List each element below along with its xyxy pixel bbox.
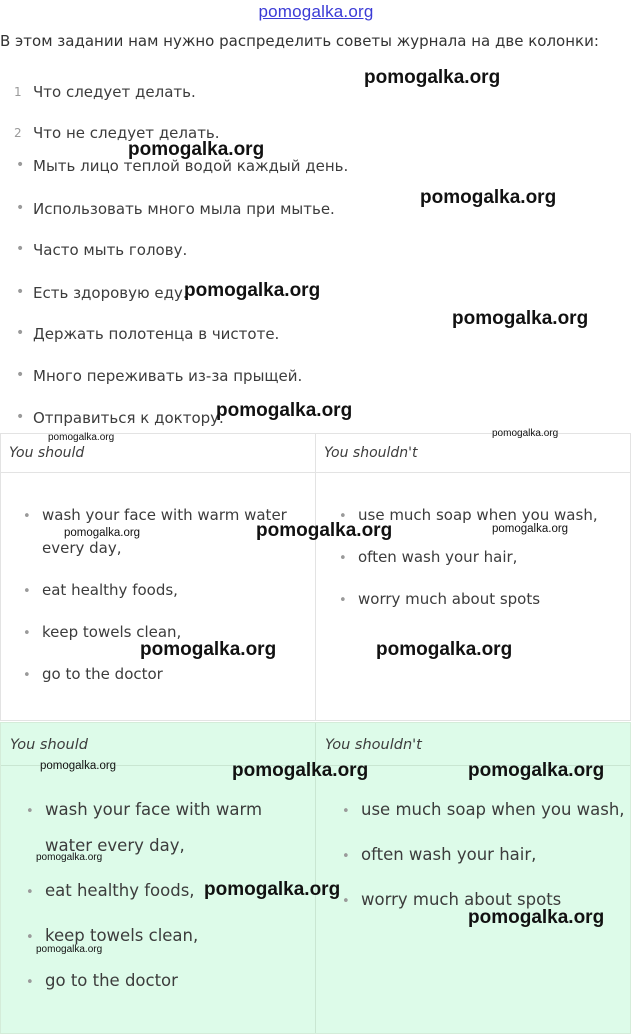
watermark: pomogalka.org bbox=[364, 67, 501, 88]
advice-table bbox=[0, 433, 631, 721]
table-cell-line: wash your face with warm water bbox=[42, 506, 287, 524]
watermark: pomogalka.org bbox=[468, 907, 605, 928]
list-item: Что не следует делать. bbox=[33, 124, 220, 142]
table-cell-line: every day, bbox=[42, 539, 122, 557]
watermark: pomogalka.org bbox=[64, 527, 141, 539]
list-item: Много переживать из-за прыщей. bbox=[33, 367, 303, 385]
list-item: Отправиться к доктору. bbox=[33, 409, 224, 427]
list-item: Держать полотенца в чистоте. bbox=[33, 325, 280, 343]
bullet-icon: • bbox=[26, 930, 34, 945]
table-cell-line: eat healthy foods, bbox=[42, 581, 178, 599]
watermark: pomogalka.org bbox=[36, 944, 103, 955]
table-cell-line: often wash your hair, bbox=[358, 548, 518, 566]
bullet-icon: • bbox=[16, 409, 25, 425]
list-item: Что следует делать. bbox=[33, 83, 196, 101]
watermark: pomogalka.org bbox=[376, 639, 513, 660]
bullet-icon: • bbox=[26, 804, 34, 819]
list-number: 2 bbox=[14, 126, 22, 140]
bullet-icon: • bbox=[26, 975, 34, 990]
list-number: 1 bbox=[14, 85, 22, 99]
bullet-icon: • bbox=[26, 885, 34, 900]
bullet-icon: • bbox=[342, 804, 350, 819]
intro-text: В этом задании нам нужно распределить советы журнала на две колонки: bbox=[0, 32, 599, 50]
watermark: pomogalka.org bbox=[492, 428, 559, 439]
table-cell-line: worry much about spots bbox=[358, 590, 541, 608]
list-item: Использовать много мыла при мытье. bbox=[33, 200, 335, 218]
watermark: pomogalka.org bbox=[468, 760, 605, 781]
bullet-icon: • bbox=[23, 584, 31, 599]
watermark: pomogalka.org bbox=[36, 852, 103, 863]
bullet-icon: • bbox=[16, 284, 25, 300]
table-cell-line: worry much about spots bbox=[361, 890, 562, 909]
bullet-icon: • bbox=[23, 668, 31, 683]
watermark: pomogalka.org bbox=[48, 432, 115, 443]
column-divider bbox=[315, 434, 316, 720]
table-cell-line: often wash your hair, bbox=[361, 845, 537, 864]
site-link[interactable]: pomogalka.org bbox=[258, 2, 374, 21]
watermark: pomogalka.org bbox=[40, 760, 117, 772]
list-item: Часто мыть голову. bbox=[33, 241, 188, 259]
table-cell-line: go to the doctor bbox=[45, 971, 178, 990]
bullet-icon: • bbox=[342, 849, 350, 864]
list-item: Мыть лицо теплой водой каждый день. bbox=[33, 157, 349, 175]
bullet-icon: • bbox=[339, 551, 347, 566]
bullet-icon: • bbox=[23, 509, 31, 524]
table-cell-line: keep towels clean, bbox=[42, 623, 182, 641]
bullet-icon: • bbox=[339, 593, 347, 608]
bullet-icon: • bbox=[16, 200, 25, 216]
header-you-should: You should bbox=[10, 737, 88, 753]
table-cell-line: use much soap when you wash, bbox=[358, 506, 598, 524]
bullet-icon: • bbox=[16, 367, 25, 383]
header-you-should: You should bbox=[9, 445, 85, 461]
table-cell-line: keep towels clean, bbox=[45, 926, 199, 945]
watermark: pomogalka.org bbox=[256, 520, 393, 541]
watermark: pomogalka.org bbox=[216, 400, 353, 421]
table-cell-line: eat healthy foods, bbox=[45, 881, 195, 900]
table-cell-line: go to the doctor bbox=[42, 665, 163, 683]
header-you-shouldnt: You shouldn't bbox=[325, 737, 422, 753]
watermark: pomogalka.org bbox=[232, 760, 369, 781]
watermark: pomogalka.org bbox=[128, 139, 265, 160]
bullet-icon: • bbox=[342, 894, 350, 909]
watermark: pomogalka.org bbox=[140, 639, 277, 660]
table-cell-line: wash your face with warm bbox=[45, 800, 263, 819]
watermark: pomogalka.org bbox=[492, 523, 569, 535]
table-cell-line: use much soap when you wash, bbox=[361, 800, 625, 819]
watermark: pomogalka.org bbox=[204, 879, 341, 900]
watermark: pomogalka.org bbox=[452, 308, 589, 329]
table-cell-line: water every day, bbox=[45, 836, 185, 855]
bullet-icon: • bbox=[339, 509, 347, 524]
bullet-icon: • bbox=[16, 325, 25, 341]
watermark: pomogalka.org bbox=[420, 187, 557, 208]
header-you-shouldnt: You shouldn't bbox=[324, 445, 418, 461]
list-item: Есть здоровую еду. bbox=[33, 284, 188, 302]
bullet-icon: • bbox=[16, 157, 25, 173]
bullet-icon: • bbox=[23, 626, 31, 641]
watermark: pomogalka.org bbox=[184, 280, 321, 301]
bullet-icon: • bbox=[16, 241, 25, 257]
